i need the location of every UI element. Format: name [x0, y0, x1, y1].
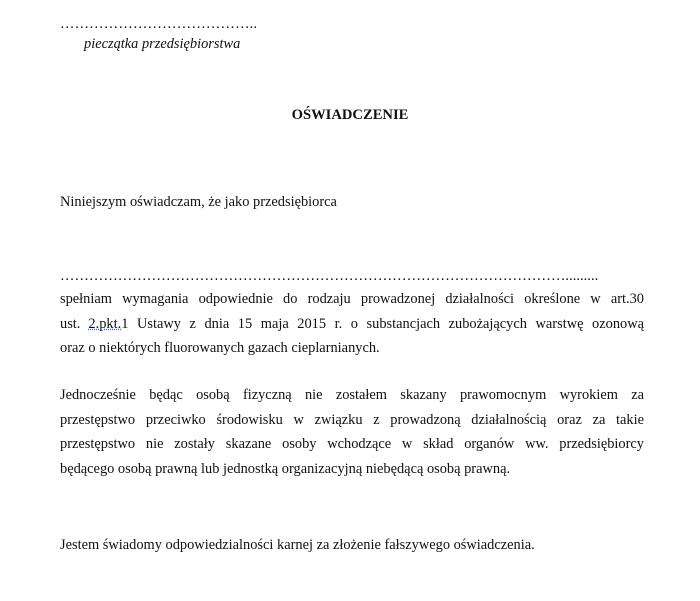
fill-in-dotted-line: ……………………………………………………………………………………………......... [60, 268, 599, 284]
paragraph-line: oraz o niektórych fluorowanych gazach cieplarnianych. [60, 340, 380, 357]
intro-sentence: Niniejszym oświadczam, że jako przedsiębiorca [60, 194, 337, 210]
paragraph-declaration [60, 383, 644, 481]
paragraph-line: będącego osobą prawną lub jednostką organizacyjną niebędącą osobą prawną. [60, 460, 511, 477]
paragraph-text: 1 Ustawy z dnia 15 maja 2015 r. o substancjach zubożających warstwę ozonową [121, 315, 644, 332]
paragraph-line: przestępstwo nie zostały skazane osoby wchodzące w skład organów ww. przedsiębiorcy [60, 436, 644, 453]
stamp-dotted-line: ………………………………….. [60, 16, 258, 32]
paragraph-line: Jednocześnie będąc osobą fizyczną nie zostałem skazany prawomocnym wyrokiem za [60, 387, 644, 403]
paragraph-line: spełniam wymagania odpowiednie do rodzaju prowadzonej działalności określone w art.30 [60, 291, 644, 307]
spellcheck-underlined-text: 2.pkt. [88, 315, 122, 332]
paragraph-word: ust. [60, 315, 81, 332]
document-title: OŚWIADCZENIE [291, 107, 409, 123]
stamp-label: pieczątka przedsiębiorstwa [84, 36, 241, 52]
closing-sentence: Jestem świadomy odpowiedzialności karnej za złożenie fałszywego oświadczenia. [60, 537, 535, 553]
paragraph-line-rest [88, 312, 644, 337]
paragraph-line: przestępstwo przeciwko środowisku w związku z prowadzoną działalnością oraz za takie [60, 411, 644, 428]
paragraph-line [60, 312, 644, 337]
paragraph-requirements [60, 287, 644, 361]
